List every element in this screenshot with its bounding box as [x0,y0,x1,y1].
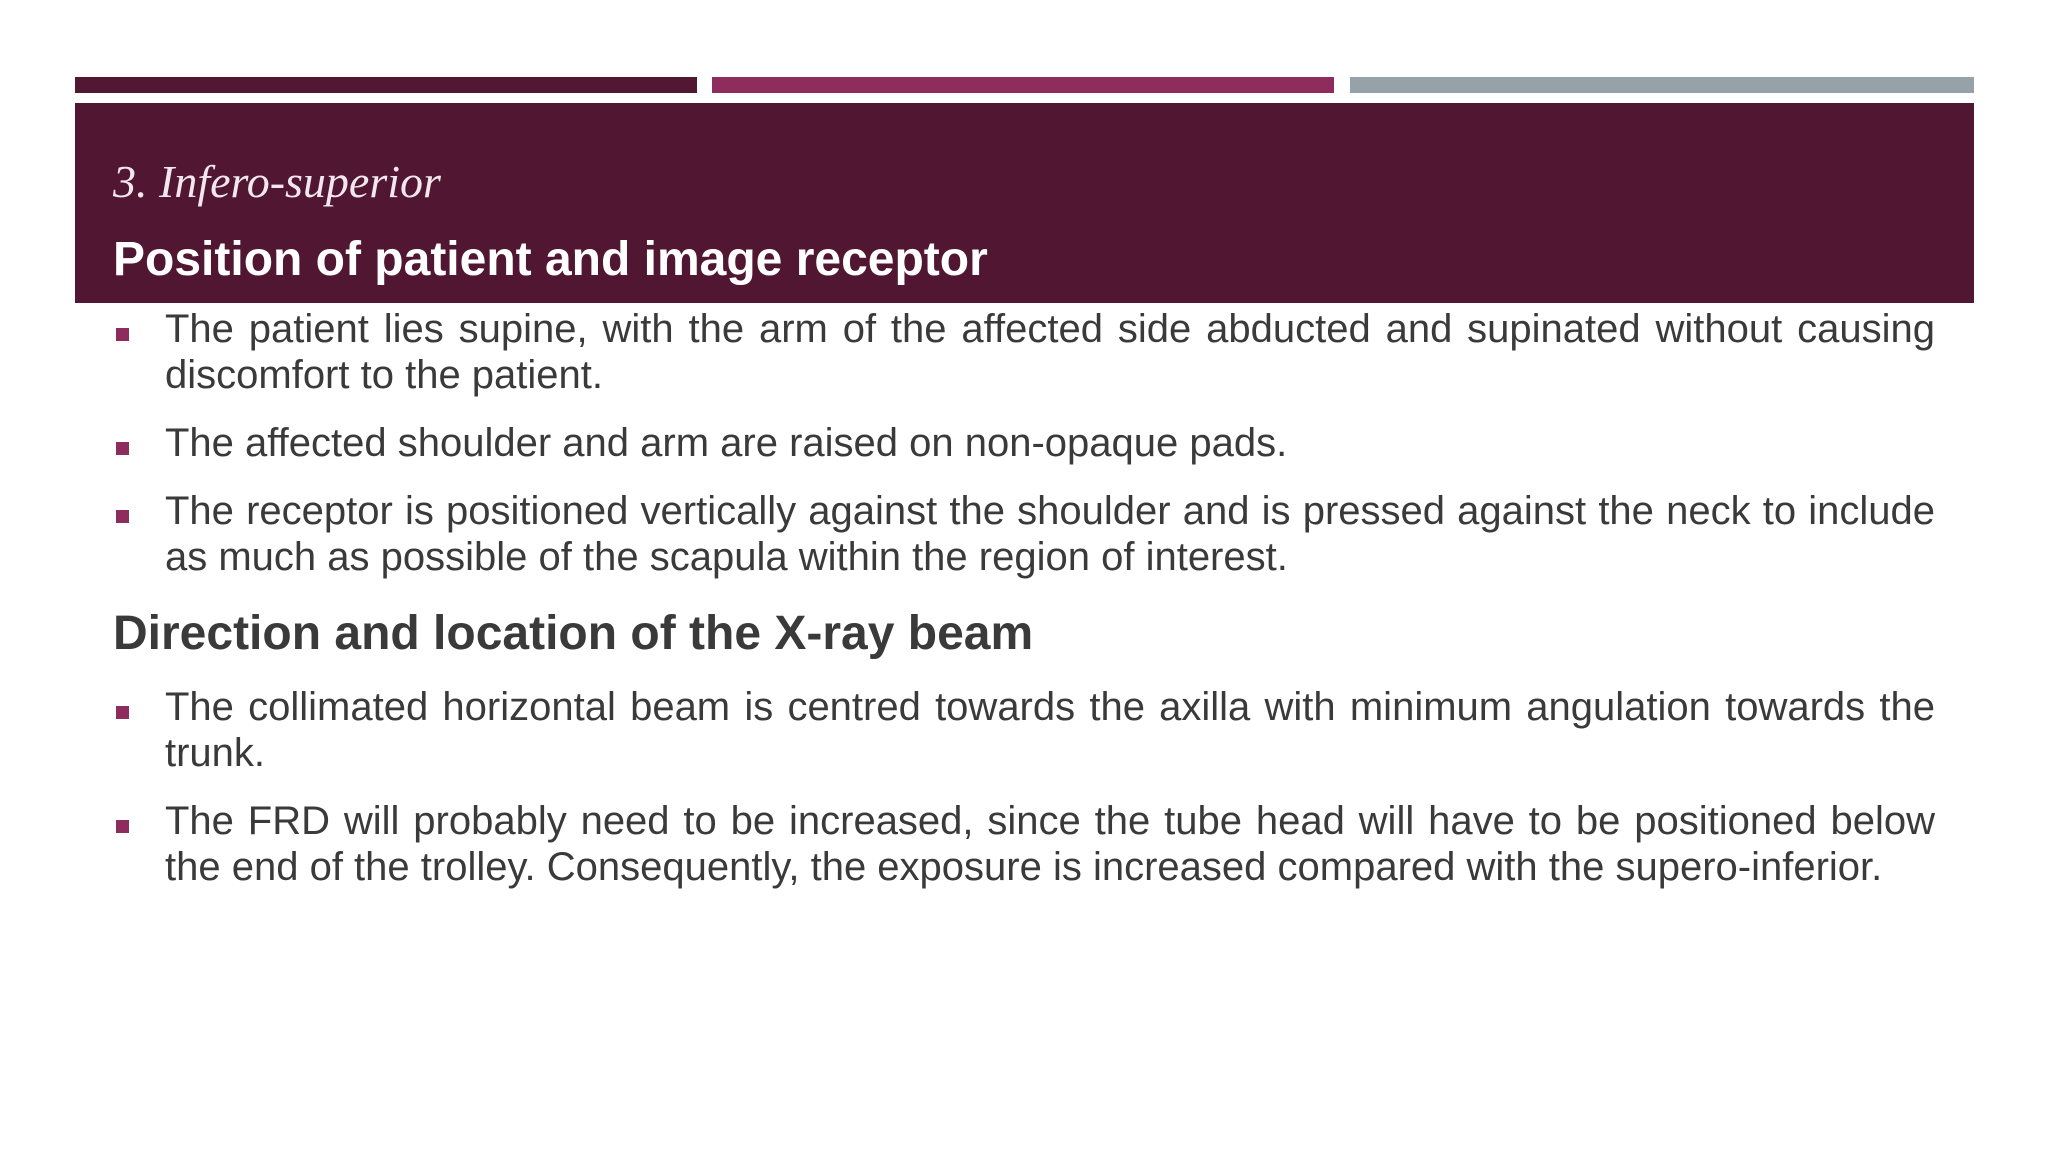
beam-bullet-list [113,684,1935,890]
list-item [113,684,1935,776]
top-stripe-gray [1350,77,1974,93]
slide-content [113,306,1935,890]
bullet-text: The receptor is positioned vertically against the shoulder and is pressed against the neck to include as much as possible of the scapula within the region of interest. [165,489,1935,579]
list-item [113,306,1935,398]
bullet-text: The patient lies supine, with the arm of the affected side abducted and supinated without causing discomfort to the patient. [165,307,1935,397]
square-bullet-icon [116,706,129,719]
square-bullet-icon [116,328,129,341]
list-item [113,488,1935,580]
bullet-text: The affected shoulder and arm are raised on non-opaque pads. [165,421,1288,465]
bullet-text: The FRD will probably need to be increased, since the tube head will have to be positioned below the end of the trolley. Consequently, the exposure is increased compared with the supero-inferior. [165,799,1935,889]
list-item [113,798,1935,890]
list-item [113,420,1935,466]
slide-title: Position of patient and image receptor [113,233,988,286]
position-bullet-list [113,306,1935,580]
section-heading: Direction and location of the X-ray beam [113,607,1034,660]
square-bullet-icon [116,510,129,523]
top-stripe-accent [712,77,1334,93]
top-stripe-dark [75,77,697,93]
bullet-text: The collimated horizontal beam is centred towards the axilla with minimum angulation towards the trunk. [165,685,1935,775]
slide-subtitle: 3. Infero-superior [113,156,441,207]
square-bullet-icon [116,442,129,455]
square-bullet-icon [116,820,129,833]
